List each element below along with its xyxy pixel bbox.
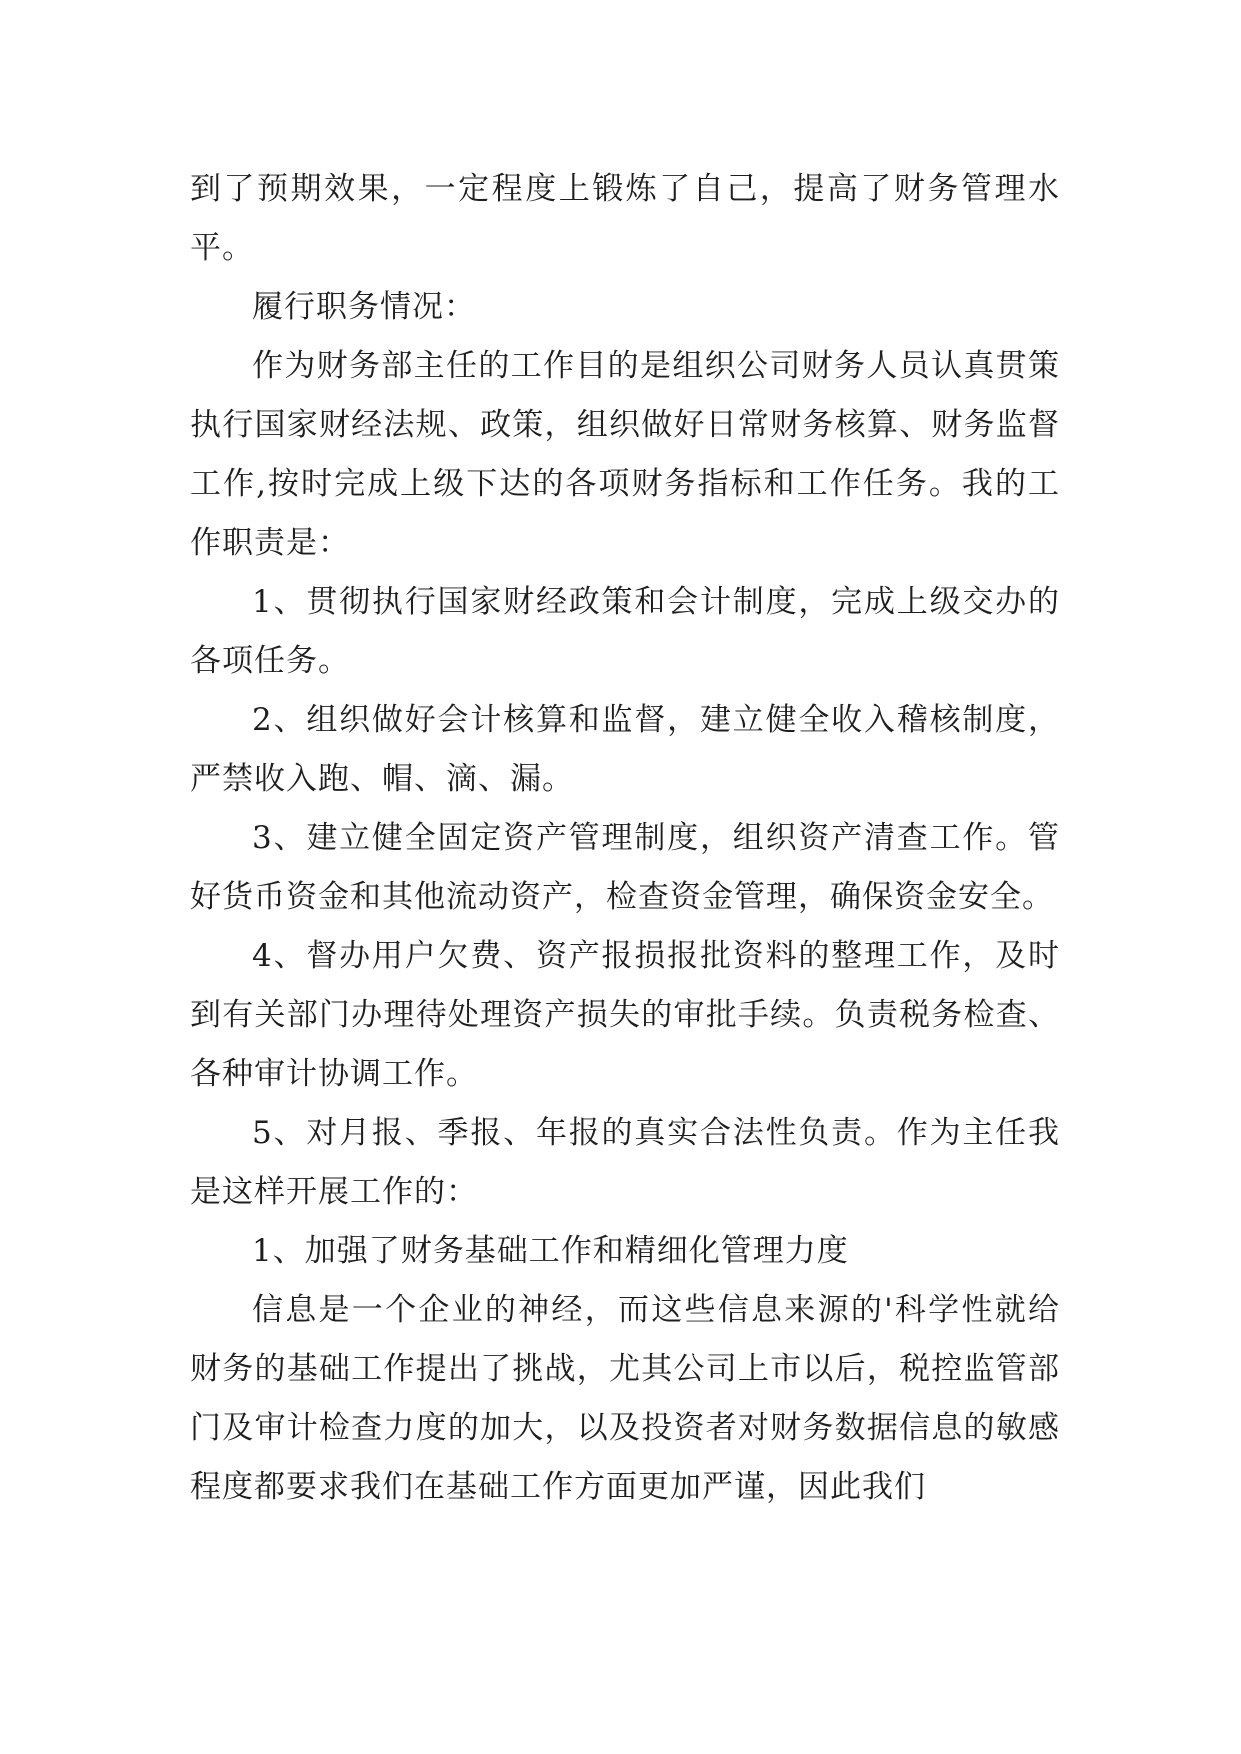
paragraph-work-item-1: 1、加强了财务基础工作和精细化管理力度: [252, 1233, 849, 1269]
paragraph-duty-item-4: 4、督办用户欠费、资产报损报批资料的整理工作，及时到有关部门办理待处理资产损失的审批手续。负责税务检查、各种审计协调工作。: [190, 938, 1060, 1092]
paragraph-duty-overview: 作为财务部主任的工作目的是组织公司财务人员认真贯策执行国家财经法规、政策，组织做好日常财务核算、财务监督工作,按时完成上级下达的各项财务指标和工作任务。我的工作职责是：: [190, 348, 1060, 561]
paragraph-duty-item-2: 2、组织做好会计核算和监督，建立健全收入稽核制度，严禁收入跑、帽、滴、漏。: [190, 702, 1060, 797]
paragraph-duty-heading: 履行职务情况：: [252, 289, 476, 325]
paragraph-continuation: 到了预期效果，一定程度上锻炼了自己，提高了财务管理水平。: [190, 171, 1060, 266]
paragraph-duty-item-3: 3、建立健全固定资产管理制度，组织资产清查工作。管好货币资金和其他流动资产，检查资金管理，确保资金安全。: [190, 820, 1060, 915]
document-body: [190, 160, 1060, 1517]
paragraph-duty-item-1: 1、贯彻执行国家财经政策和会计制度，完成上级交办的各项任务。: [190, 584, 1060, 679]
paragraph-duty-item-5: 5、对月报、季报、年报的真实合法性负责。作为主任我是这样开展工作的：: [190, 1115, 1060, 1210]
paragraph-information: 信息是一个企业的神经，而这些信息来源的'科学性就给财务的基础工作提出了挑战，尤其公司上市以后，税控监管部门及审计检查力度的加大，以及投资者对财务数据信息的敏感程度都要求我们在基础工作方面更加严谨，因此我们: [190, 1292, 1060, 1505]
